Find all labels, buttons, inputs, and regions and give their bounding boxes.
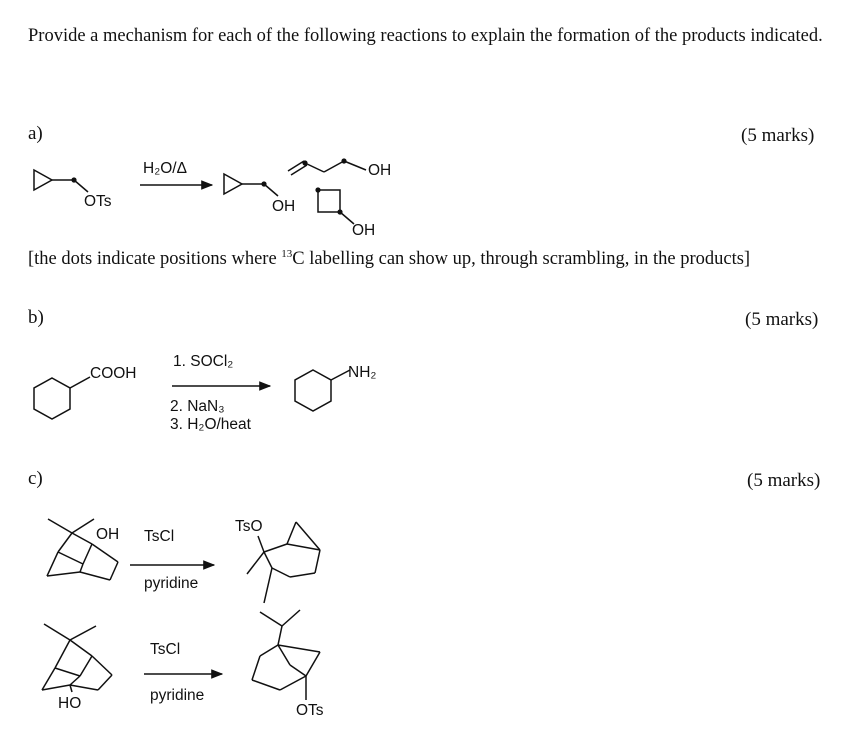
- part-a-product-cyclobutanol: [315, 187, 354, 224]
- label-dot: [337, 209, 342, 214]
- part-a-marks: (5 marks): [741, 125, 815, 146]
- part-c1-product-tso: TsO: [235, 518, 263, 535]
- part-a-reagent: H₂O/Δ: [143, 160, 187, 177]
- part-c2-product-structure: [252, 610, 320, 700]
- part-b-reagent-1: 1. SOCl₂: [173, 353, 234, 370]
- part-a-product-oh-2: OH: [368, 162, 392, 179]
- label-dot: [315, 187, 320, 192]
- part-b-label: b): [28, 307, 44, 328]
- part-c1-reactant-structure: [47, 519, 118, 580]
- part-a-reactant-ots: OTs: [84, 193, 112, 210]
- part-a-label: a): [28, 123, 43, 144]
- part-c2-reagent-below: pyridine: [150, 687, 205, 704]
- part-c1-reagent-above: TsCl: [144, 528, 175, 545]
- part-b-reagent-3: 3. H₂O/heat: [170, 416, 251, 433]
- part-a-reactant-structure: [34, 170, 88, 192]
- question-intro: Provide a mechanism for each of the following reactions to explain the formation of the products indicated.: [28, 26, 823, 46]
- part-c1-reactant-oh: OH: [96, 526, 120, 543]
- part-b-marks: (5 marks): [745, 309, 819, 330]
- part-b-reagent-2: 2. NaN₃: [170, 398, 225, 415]
- part-c1-reagent-below: pyridine: [144, 575, 199, 592]
- part-c-marks: (5 marks): [747, 470, 821, 491]
- part-c2-reagent-above: TsCl: [150, 641, 181, 658]
- part-b-reactant-structure: [34, 377, 90, 419]
- part-c2-reactant-ho: HO: [58, 695, 82, 712]
- part-a-product-oh-1: OH: [272, 198, 296, 215]
- part-c1-product-structure: [247, 522, 320, 603]
- part-b-product-nh2: NH₂: [348, 364, 377, 381]
- label-dot: [302, 160, 307, 165]
- part-a-product-butenol: [288, 158, 366, 175]
- part-c2-reactant-structure: [42, 624, 112, 692]
- part-c2-product-ots: OTs: [296, 702, 324, 719]
- part-b-reactant-cooh: COOH: [90, 365, 137, 382]
- part-a-product-oh-3: OH: [352, 222, 376, 239]
- labelling-note: [the dots indicate positions where $^{13}$C labelling can show up, through scrambling, in the products]: [28, 248, 751, 270]
- label-dot: [341, 158, 346, 163]
- part-c-label: c): [28, 468, 43, 489]
- part-a-product-cyclopropylmethanol: [224, 174, 278, 196]
- label-dot: [261, 181, 266, 186]
- label-dot: [71, 177, 76, 182]
- part-b-product-structure: [295, 370, 350, 411]
